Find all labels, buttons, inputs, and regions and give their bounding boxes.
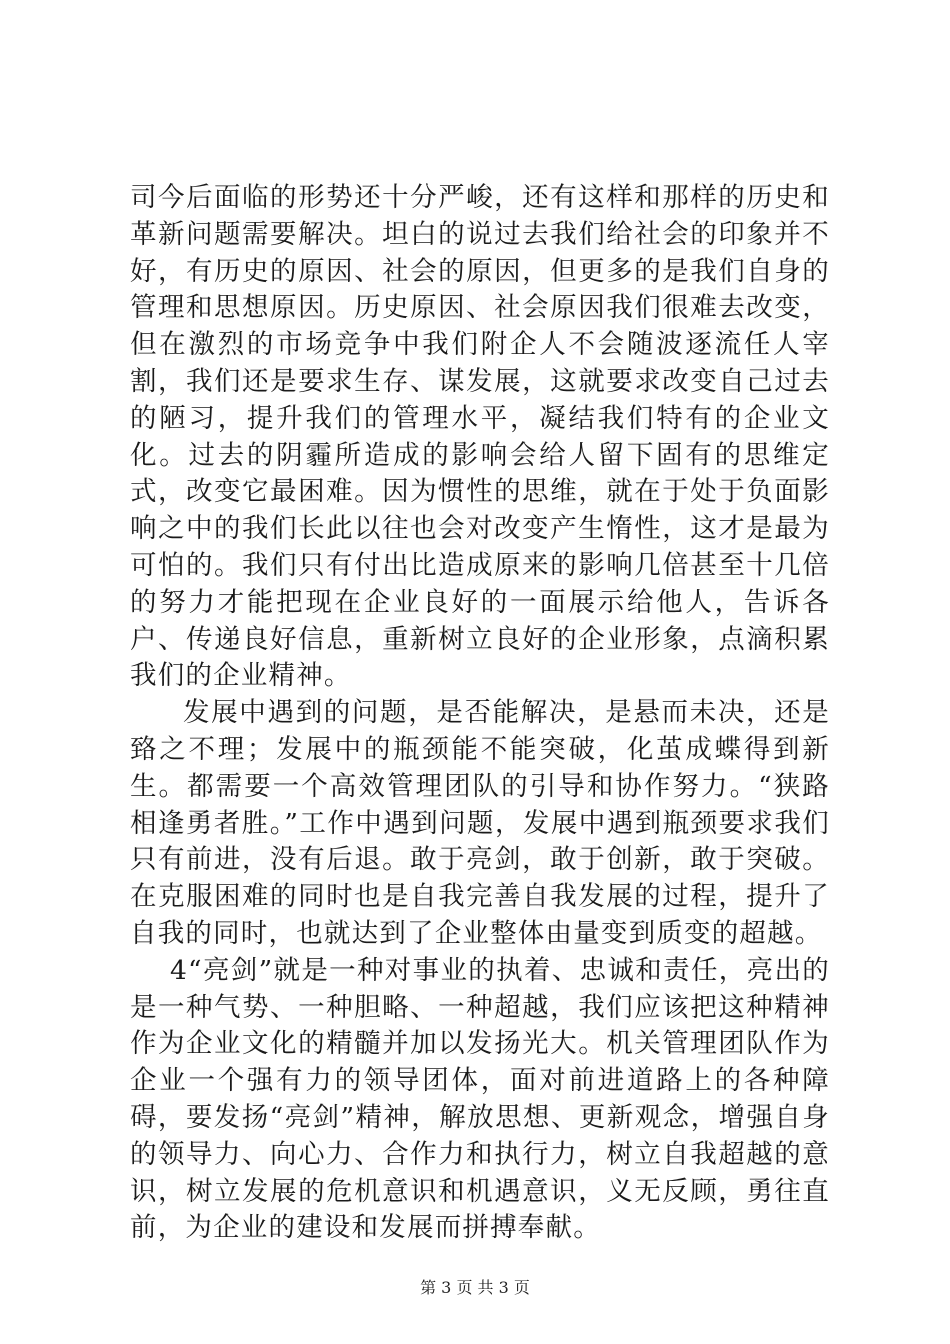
paragraph-3: 4“亮剑”就是一种对事业的执着、忠诚和责任，亮出的是一种气势、一种胆略、一种超越，我们应该把这种精神作为企业文化的精髓并加以发扬光大。机关管理团队作为企业一个强有力的领导团体，面对前进道路上的各种障碍，要发扬“亮剑”精神，解放思想、更新观念，增强自身的领导力、向心力、合作力和执行力，树立自我超越的意识，树立发展的危机意识和机遇意识，义无反顾，勇往直前，为企业的建设和发展而拼搏奉献。 — [130, 954, 830, 1244]
document-body — [130, 180, 830, 1247]
paragraph-1: 司今后面临的形势还十分严峻，还有这样和那样的历史和革新问题需要解决。坦白的说过去我们给社会的印象并不好，有历史的原因、社会的原因，但更多的是我们自身的管理和思想原因。历史原因、社会原因我们很难去改变，但在激烈的市场竞争中我们附企人不会随波逐流任人宰割，我们还是要求生存、谋发展，这就要求改变自己过去的陋习，提升我们的管理水平，凝结我们特有的企业文化。过去的阴霾所造成的影响会给人留下固有的思维定式，改变它最困难。因为惯性的思维，就在于处于负面影响之中的我们长此以往也会对改变产生惰性，这才是最为可怕的。我们只有付出比造成原来的影响几倍甚至十几倍的努力才能把现在企业良好的一面展示给他人，告诉各户、传递良好信息，重新树立良好的企业形象，点滴积累我们的企业精神。 — [130, 182, 830, 692]
paragraph-2: 发展中遇到的问题，是否能解决，是悬而未决，还是臵之不理；发展中的瓶颈能不能突破，化茧成蝶得到新生。都需要一个高效管理团队的引导和协作努力。“狭路相逢勇者胜。”工作中遇到问题，发展中遇到瓶颈要求我们只有前进，没有后退。敢于亮剑，敢于创新，敢于突破。在克服困难的同时也是自我完善自我发展的过程，提升了自我的同时，也就达到了企业整体由量变到质变的超越。 — [130, 697, 830, 949]
page-footer: 第 3 页 共 3 页 — [420, 1278, 530, 1297]
